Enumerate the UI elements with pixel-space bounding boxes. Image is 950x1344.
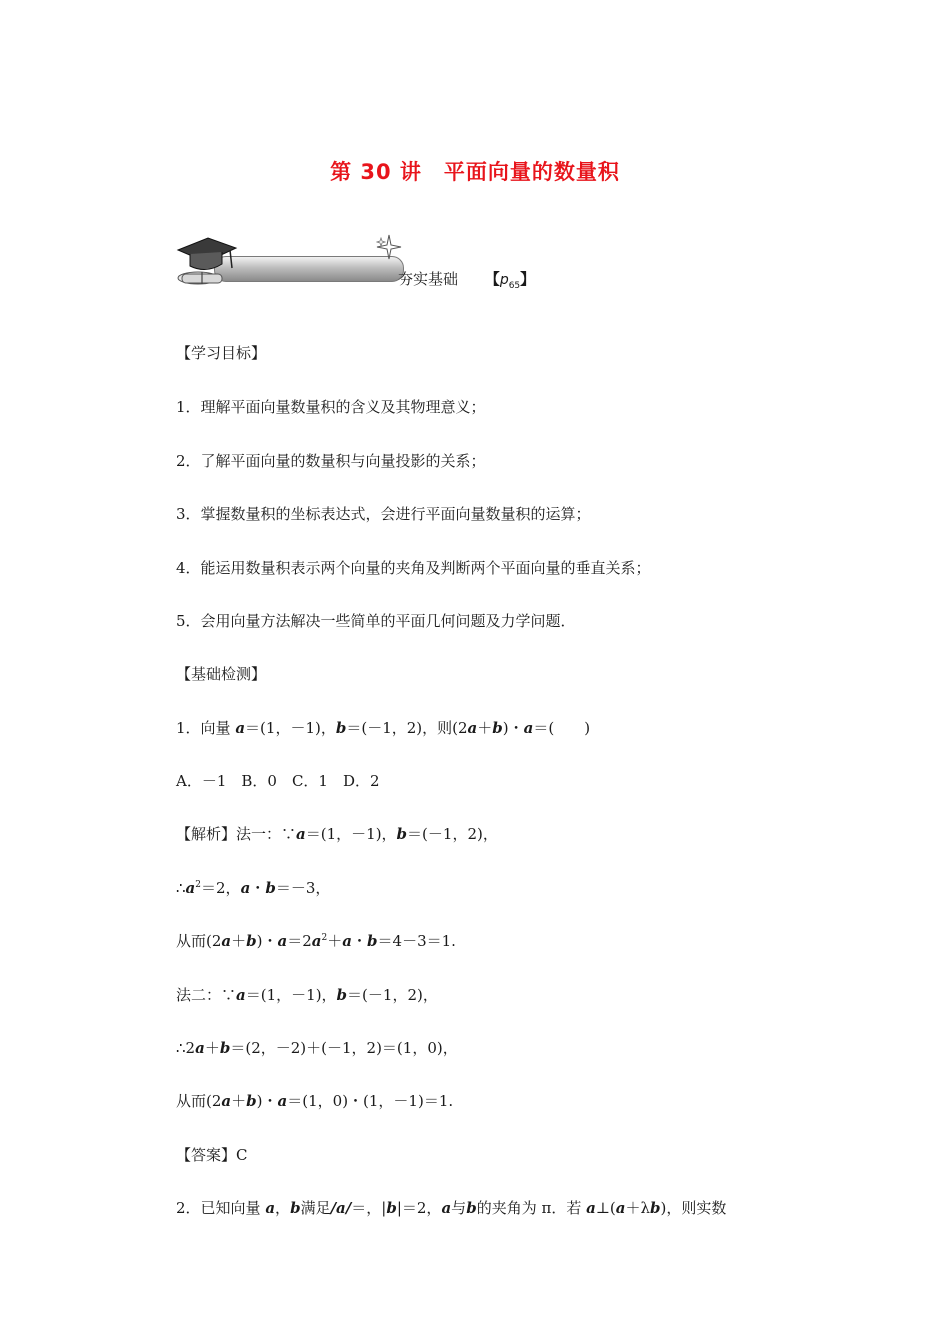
heading-basic-test: 【基础检测】 [176, 665, 267, 683]
question-1-options: A．－1 B．0 C．1 D．2 [176, 772, 380, 790]
section-heading [398, 268, 535, 291]
goal-item: 3．掌握数量积的坐标表达式，会进行平面向量数量积的运算； [176, 505, 591, 523]
solution-line: ∴2a＋b＝(2，－2)＋(－1，2)＝(1，0)， [176, 1039, 458, 1057]
page-ref-number: 65 [508, 280, 521, 291]
page-title: 第 30 讲 平面向量的数量积 [330, 160, 620, 184]
answer-line: 【答案】C [176, 1146, 248, 1164]
goal-item: 5．会用向量方法解决一些简单的平面几何问题及力学问题． [176, 612, 576, 630]
page-ref-open: 【 [484, 270, 500, 288]
page-ref [499, 272, 521, 291]
solution-line: 从而(2a＋b)・$a=2a^2+a$・b＝4－3＝1. [176, 932, 456, 950]
heading-learning-goals: 【学习目标】 [176, 344, 267, 362]
solution-line: 法二：∵a＝(1，－1)，b＝(－1，2)， [176, 986, 438, 1004]
solution-line: 从而(2a＋b)・a＝(1，0)・(1，－1)＝1. [176, 1092, 454, 1110]
goal-item: 2．了解平面向量的数量积与向量投影的关系； [176, 452, 486, 470]
solution-line: 【解析】法一：∵a＝(1，－1)，b＝(－1，2)， [176, 825, 498, 843]
solution-line: $\therefore a^2=2$，a・b＝－3， [176, 879, 331, 897]
question-2-stem: 2．已知向量 a，b满足/a/＝，|b|＝2，a与b的夹角为 π．若 a⊥(a＋λb)，则实数 [176, 1199, 727, 1217]
section-banner [174, 234, 414, 290]
page-ref-close: 】 [520, 270, 536, 288]
sparkle-icon [376, 234, 402, 260]
goal-item: 1．理解平面向量数量积的含义及其物理意义； [176, 398, 486, 416]
section-label: 夯实基础 [398, 270, 459, 288]
question-1-stem: 1．向量 a＝(1，－1)，b＝(－1，2)，则(2a＋b)・a＝( ) [176, 719, 591, 737]
goal-item: 4．能运用数量积表示两个向量的夹角及判断两个平面向量的垂直关系； [176, 559, 651, 577]
page-ref-letter: p [499, 272, 509, 288]
graduation-cap-icon [174, 234, 244, 290]
